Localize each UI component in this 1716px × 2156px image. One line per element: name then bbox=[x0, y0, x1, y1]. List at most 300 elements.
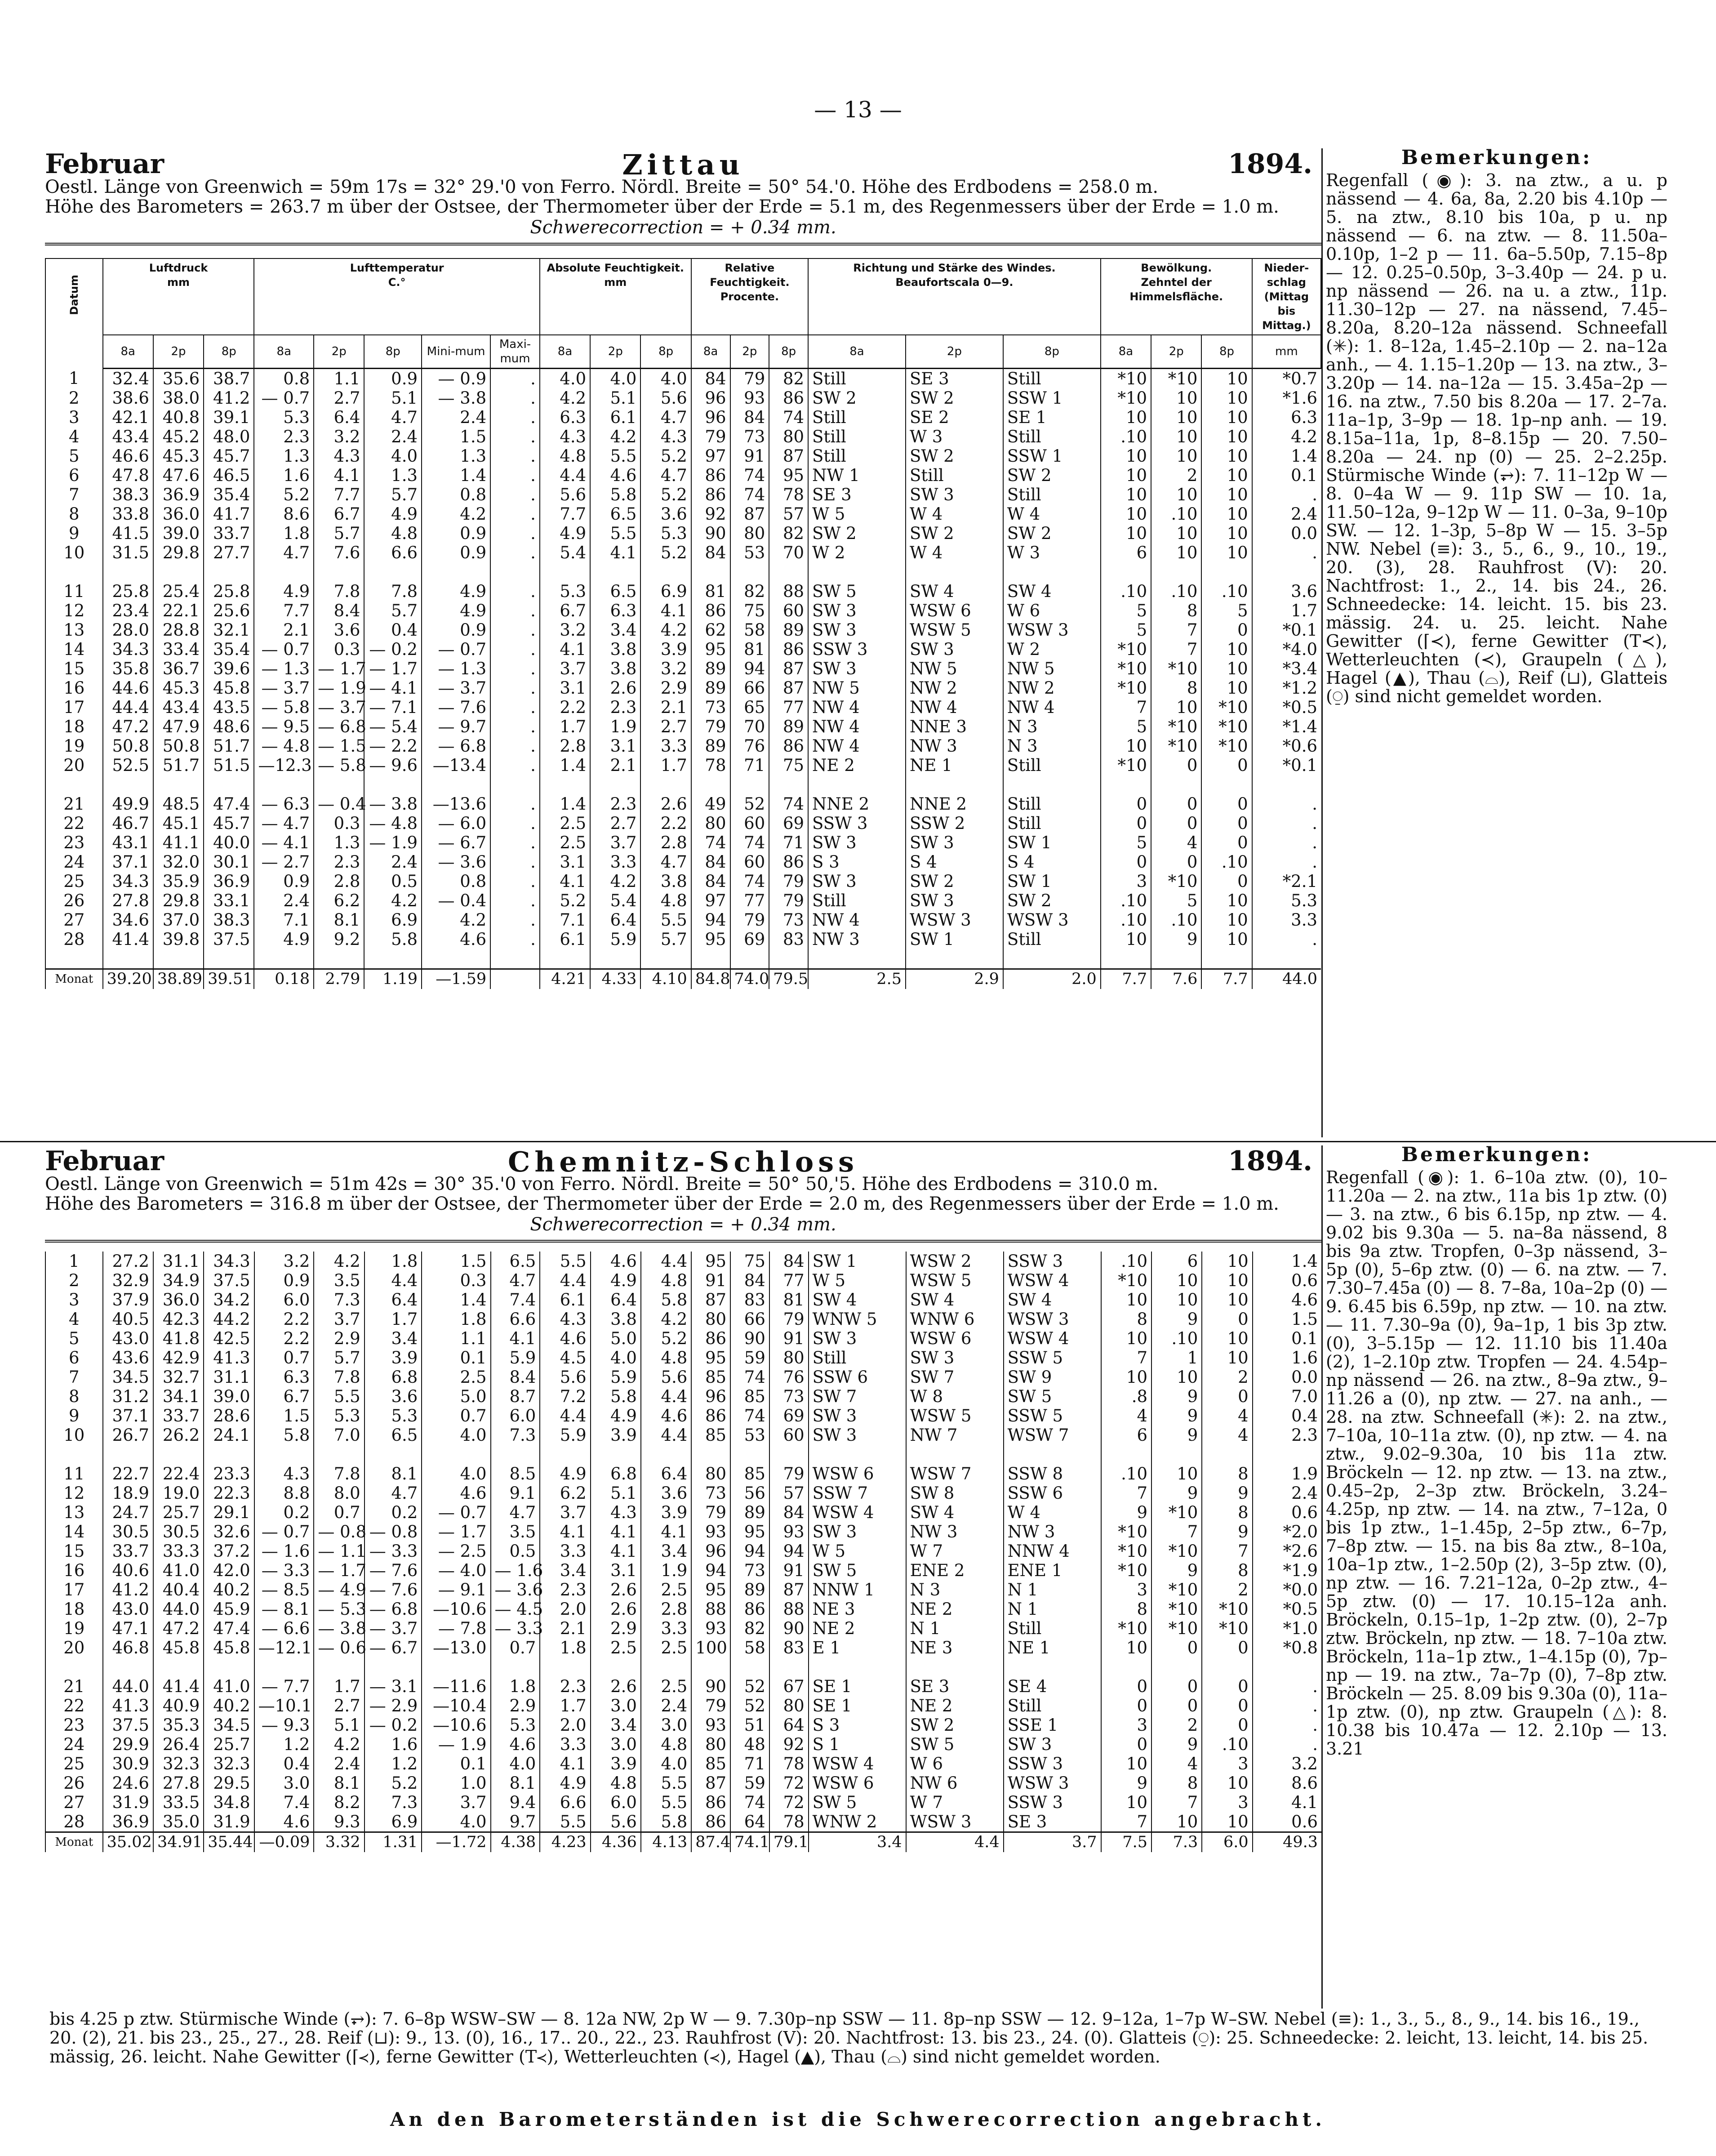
value-cell: 7.7 bbox=[540, 504, 590, 524]
value-cell: 4.0 bbox=[640, 369, 691, 389]
table-row bbox=[45, 1619, 1321, 1638]
value-cell: 3.5 bbox=[491, 1522, 540, 1541]
value-cell: . bbox=[490, 408, 540, 427]
value-cell: 2.6 bbox=[591, 1677, 641, 1696]
value-cell: 49 bbox=[691, 794, 730, 814]
value-cell: 4.7 bbox=[640, 852, 691, 872]
day-cell: 12 bbox=[45, 601, 103, 620]
table-row bbox=[45, 1329, 1321, 1348]
value-cell: 8.6 bbox=[254, 504, 314, 524]
value-cell: 47.6 bbox=[153, 466, 204, 485]
day-cell: 27 bbox=[45, 1793, 103, 1812]
value-cell: 2.5 bbox=[540, 833, 590, 852]
value-cell: *10 bbox=[1201, 736, 1252, 756]
value-cell: — 0.8 bbox=[365, 1522, 422, 1541]
value-cell: *4.0 bbox=[1252, 640, 1321, 659]
value-cell: 1.5 bbox=[254, 1406, 314, 1425]
baro-line: Höhe des Barometers = 263.7 m über der Ostsee, der Thermometer über der Erde = 5.1 m, des Regenmessers über der Erde = 1.0 m. bbox=[45, 196, 1279, 217]
value-cell: SE 1 bbox=[809, 1696, 906, 1715]
value-cell: 10 bbox=[1151, 1464, 1202, 1483]
value-cell: *10 bbox=[1101, 678, 1151, 698]
value-cell: 10 bbox=[1201, 640, 1252, 659]
value-cell: 2.4 bbox=[364, 427, 422, 446]
value-cell: 0.6 bbox=[1253, 1503, 1321, 1522]
double-rule bbox=[45, 243, 1321, 245]
table-row bbox=[45, 833, 1321, 852]
day-cell: 15 bbox=[45, 1541, 103, 1561]
value-cell: 9 bbox=[1151, 930, 1201, 949]
value-cell: NE 2 bbox=[809, 1619, 906, 1638]
value-cell: 79 bbox=[769, 1310, 809, 1329]
value-cell: . bbox=[490, 872, 540, 891]
value-cell: . bbox=[490, 543, 540, 562]
value-cell: Still bbox=[1003, 369, 1101, 389]
value-cell: 80 bbox=[769, 1348, 809, 1368]
value-cell: — 1.7 bbox=[422, 1522, 490, 1541]
value-cell: 4.9 bbox=[422, 601, 490, 620]
value-cell: 3.8 bbox=[640, 872, 691, 891]
value-cell: W 5 bbox=[809, 1271, 906, 1290]
value-cell: 3.2 bbox=[254, 1252, 314, 1271]
value-cell: 1.4 bbox=[422, 1290, 490, 1310]
value-cell: 27.7 bbox=[204, 543, 254, 562]
value-cell: 4 bbox=[1151, 833, 1201, 852]
value-cell: 4.4 bbox=[540, 1406, 590, 1425]
value-cell: — 9.1 bbox=[422, 1580, 490, 1599]
value-cell: 73 bbox=[730, 1561, 769, 1580]
month-mean-cell: 49.3 bbox=[1253, 1832, 1321, 1853]
value-cell: 41.4 bbox=[103, 930, 153, 949]
value-cell: 3 bbox=[1202, 1754, 1252, 1773]
value-cell: 3.4 bbox=[591, 1715, 641, 1735]
value-cell: 74 bbox=[730, 466, 769, 485]
value-cell: 4.7 bbox=[254, 543, 314, 562]
value-cell: WSW 6 bbox=[906, 1329, 1004, 1348]
month-mean-cell: 74.1 bbox=[730, 1832, 769, 1853]
value-cell: 3.4 bbox=[641, 1541, 691, 1561]
value-cell: SW 3 bbox=[809, 1406, 906, 1425]
day-cell: 6 bbox=[45, 466, 103, 485]
value-cell: 41.5 bbox=[103, 524, 153, 543]
value-cell: 49.9 bbox=[103, 794, 153, 814]
value-cell: 5.9 bbox=[491, 1348, 540, 1368]
value-cell: 94 bbox=[730, 659, 769, 678]
value-cell: .10 bbox=[1151, 910, 1201, 930]
month-mean-cell: 74.0 bbox=[730, 969, 769, 989]
value-cell: — 5.8 bbox=[254, 698, 314, 717]
value-cell: 2.9 bbox=[591, 1619, 641, 1638]
value-cell: 7 bbox=[1101, 1348, 1151, 1368]
table-row bbox=[45, 427, 1321, 446]
value-cell: 37.5 bbox=[204, 1271, 254, 1290]
value-cell: SW 3 bbox=[808, 833, 906, 852]
value-cell: 7.3 bbox=[314, 1290, 364, 1310]
value-cell: 4.3 bbox=[540, 427, 590, 446]
value-cell: 64 bbox=[730, 1812, 769, 1832]
value-cell: NE 1 bbox=[906, 756, 1003, 775]
value-cell: 77 bbox=[730, 891, 769, 910]
value-cell: 52 bbox=[730, 1696, 769, 1715]
value-cell: 6.9 bbox=[364, 910, 422, 930]
value-cell: 4.1 bbox=[314, 466, 364, 485]
value-cell: 62 bbox=[691, 620, 730, 640]
value-cell: — 4.8 bbox=[364, 814, 422, 833]
value-cell: . bbox=[490, 756, 540, 775]
value-cell: 2.5 bbox=[591, 1638, 641, 1657]
value-cell: 93 bbox=[769, 1522, 809, 1541]
value-cell: 34.2 bbox=[204, 1290, 254, 1310]
value-cell: 9 bbox=[1151, 1406, 1202, 1425]
value-cell: 10 bbox=[1101, 1793, 1151, 1812]
value-cell: 6.9 bbox=[365, 1812, 422, 1832]
value-cell: *0.5 bbox=[1252, 698, 1321, 717]
value-cell: 73 bbox=[769, 1387, 809, 1406]
value-cell: 3.4 bbox=[590, 620, 640, 640]
value-cell: 43.6 bbox=[103, 1348, 153, 1368]
value-cell: 60 bbox=[730, 852, 769, 872]
table-row bbox=[45, 1580, 1321, 1599]
value-cell: 0.9 bbox=[254, 872, 314, 891]
value-cell: 3.8 bbox=[590, 659, 640, 678]
value-cell: NE 1 bbox=[1004, 1638, 1101, 1657]
value-cell: 10 bbox=[1101, 1638, 1151, 1657]
value-cell: 79 bbox=[691, 1696, 730, 1715]
value-cell: 7 bbox=[1151, 620, 1201, 640]
day-cell: 16 bbox=[45, 678, 103, 698]
value-cell: *0.0 bbox=[1253, 1580, 1321, 1599]
value-cell: *2.1 bbox=[1252, 872, 1321, 891]
value-cell: . bbox=[490, 717, 540, 736]
value-cell: 4.0 bbox=[491, 1754, 540, 1773]
value-cell: — 2.7 bbox=[254, 852, 314, 872]
value-cell: 7 bbox=[1151, 640, 1201, 659]
value-cell: 6.6 bbox=[540, 1793, 590, 1812]
value-cell: 75 bbox=[769, 756, 808, 775]
day-cell: 9 bbox=[45, 524, 103, 543]
value-cell: 10 bbox=[1201, 408, 1252, 427]
value-cell: . bbox=[490, 601, 540, 620]
value-cell: SW 7 bbox=[809, 1387, 906, 1406]
value-cell: 45.3 bbox=[153, 446, 204, 466]
value-cell: 86 bbox=[691, 1406, 730, 1425]
value-cell: 10 bbox=[1201, 504, 1252, 524]
value-cell: 9.2 bbox=[314, 930, 364, 949]
value-cell: 79 bbox=[730, 369, 769, 389]
table-row bbox=[45, 1310, 1321, 1329]
value-cell: N 1 bbox=[1004, 1580, 1101, 1599]
value-cell: W 7 bbox=[906, 1541, 1004, 1561]
value-cell: 43.4 bbox=[153, 698, 204, 717]
month-mean-cell: 0.18 bbox=[254, 969, 314, 989]
value-cell: — 4.9 bbox=[314, 1580, 364, 1599]
value-cell: NW 4 bbox=[906, 698, 1003, 717]
value-cell: 4.0 bbox=[422, 1812, 490, 1832]
value-cell: 4.1 bbox=[540, 1522, 590, 1541]
value-cell: 64 bbox=[769, 1715, 809, 1735]
value-cell: 33.7 bbox=[204, 524, 254, 543]
day-cell: 8 bbox=[45, 504, 103, 524]
value-cell: 4.7 bbox=[640, 408, 691, 427]
value-cell: NW 2 bbox=[1003, 678, 1101, 698]
value-cell: Still bbox=[1004, 1696, 1101, 1715]
value-cell: . bbox=[490, 485, 540, 504]
value-cell: . bbox=[490, 524, 540, 543]
value-cell: 10 bbox=[1151, 408, 1201, 427]
value-cell: — 7.7 bbox=[254, 1677, 314, 1696]
value-cell: SW 3 bbox=[808, 872, 906, 891]
day-cell: 7 bbox=[45, 485, 103, 504]
value-cell: 30.9 bbox=[103, 1754, 153, 1773]
value-cell: 2.3 bbox=[540, 1580, 590, 1599]
value-cell: 2.9 bbox=[314, 1329, 364, 1348]
value-cell: 4.4 bbox=[540, 466, 590, 485]
value-cell: WSW 5 bbox=[906, 1271, 1004, 1290]
value-cell: WSW 3 bbox=[906, 910, 1003, 930]
sub-8p: 8p bbox=[769, 335, 808, 369]
value-cell: 7.8 bbox=[364, 582, 422, 601]
value-cell: SSW 2 bbox=[906, 814, 1003, 833]
value-cell: 33.8 bbox=[103, 504, 153, 524]
day-cell: 23 bbox=[45, 833, 103, 852]
remarks-chemnitz bbox=[1326, 1145, 1667, 1758]
value-cell: 7.1 bbox=[540, 910, 590, 930]
value-cell: 29.1 bbox=[204, 1503, 254, 1522]
value-cell: 7.1 bbox=[254, 910, 314, 930]
value-cell: 9 bbox=[1151, 1310, 1202, 1329]
remarks-title: Bemerkungen: bbox=[1401, 146, 1592, 169]
value-cell: 82 bbox=[730, 582, 769, 601]
value-cell: 3.6 bbox=[641, 1483, 691, 1503]
value-cell: Still bbox=[808, 891, 906, 910]
value-cell: — 3.8 bbox=[314, 1619, 364, 1638]
value-cell: WSW 5 bbox=[906, 620, 1003, 640]
value-cell: 51.7 bbox=[204, 736, 254, 756]
value-cell: 71 bbox=[730, 1754, 769, 1773]
value-cell: 10 bbox=[1151, 427, 1201, 446]
value-cell: 2.3 bbox=[314, 852, 364, 872]
value-cell: WSW 5 bbox=[906, 1406, 1004, 1425]
value-cell: 89 bbox=[730, 1580, 769, 1599]
value-cell: *10 bbox=[1101, 659, 1151, 678]
value-cell: 10 bbox=[1151, 1812, 1202, 1832]
value-cell: 89 bbox=[691, 659, 730, 678]
value-cell: 9 bbox=[1151, 1483, 1202, 1503]
value-cell: — 2.2 bbox=[364, 736, 422, 756]
value-cell: 4.9 bbox=[254, 930, 314, 949]
value-cell: *10 bbox=[1101, 369, 1151, 389]
chemnitz-table bbox=[45, 1252, 1321, 1852]
value-cell: 0 bbox=[1201, 872, 1252, 891]
value-cell: NW 6 bbox=[906, 1773, 1004, 1793]
row-gap bbox=[45, 1445, 1321, 1464]
value-cell: 79 bbox=[730, 910, 769, 930]
value-cell: 3.6 bbox=[640, 504, 691, 524]
value-cell: 5.7 bbox=[364, 485, 422, 504]
value-cell: Still bbox=[808, 446, 906, 466]
table-row bbox=[45, 369, 1321, 389]
table-row bbox=[45, 1503, 1321, 1522]
value-cell: 4.1 bbox=[641, 1522, 691, 1541]
value-cell: *10 bbox=[1151, 736, 1201, 756]
value-cell: 86 bbox=[691, 1329, 730, 1348]
value-cell: *10 bbox=[1101, 1619, 1151, 1638]
table-row bbox=[45, 1812, 1321, 1832]
value-cell: 37.2 bbox=[204, 1541, 254, 1561]
value-cell: 79 bbox=[691, 1503, 730, 1522]
value-cell: 36.0 bbox=[153, 1290, 204, 1310]
value-cell: 41.3 bbox=[204, 1348, 254, 1368]
value-cell: 3.3 bbox=[1252, 910, 1321, 930]
value-cell: 45.7 bbox=[204, 446, 254, 466]
value-cell: N 3 bbox=[1003, 717, 1101, 736]
value-cell: 0 bbox=[1201, 794, 1252, 814]
value-cell: 52 bbox=[730, 1677, 769, 1696]
value-cell: — 0.9 bbox=[422, 369, 490, 389]
value-cell: 96 bbox=[691, 1541, 730, 1561]
value-cell: WSW 6 bbox=[809, 1773, 906, 1793]
value-cell: 2.0 bbox=[540, 1715, 590, 1735]
value-cell: 27.8 bbox=[153, 1773, 204, 1793]
value-cell: SSW 3 bbox=[808, 814, 906, 833]
value-cell: *1.0 bbox=[1253, 1619, 1321, 1638]
value-cell: 38.3 bbox=[103, 485, 153, 504]
value-cell: 80 bbox=[691, 1464, 730, 1483]
value-cell: 4.4 bbox=[641, 1387, 691, 1406]
value-cell: 2.2 bbox=[254, 1329, 314, 1348]
value-cell: 47.1 bbox=[103, 1619, 153, 1638]
table-row bbox=[45, 1715, 1321, 1735]
value-cell: SSW 6 bbox=[1004, 1483, 1101, 1503]
value-cell: *0.6 bbox=[1252, 736, 1321, 756]
value-cell: 1.7 bbox=[314, 1677, 364, 1696]
value-cell: 10 bbox=[1201, 388, 1252, 408]
value-cell: . bbox=[490, 620, 540, 640]
value-cell: 83 bbox=[769, 1638, 809, 1657]
value-cell: NW 4 bbox=[808, 698, 906, 717]
value-cell: .10 bbox=[1101, 582, 1151, 601]
value-cell: 2 bbox=[1151, 466, 1201, 485]
value-cell: .10 bbox=[1101, 1464, 1151, 1483]
value-cell: 8 bbox=[1202, 1464, 1252, 1483]
value-cell: 74 bbox=[730, 833, 769, 852]
value-cell: .10 bbox=[1101, 1252, 1151, 1271]
value-cell: 44.2 bbox=[204, 1310, 254, 1329]
value-cell: SW 3 bbox=[809, 1425, 906, 1445]
value-cell: — 0.7 bbox=[422, 640, 490, 659]
value-cell: 1.5 bbox=[422, 1252, 490, 1271]
value-cell: SW 3 bbox=[906, 1348, 1004, 1368]
value-cell: SW 2 bbox=[906, 524, 1003, 543]
table-row bbox=[45, 446, 1321, 466]
value-cell: 0.6 bbox=[1253, 1271, 1321, 1290]
value-cell: 73 bbox=[691, 698, 730, 717]
value-cell: 86 bbox=[769, 388, 808, 408]
value-cell: — 8.5 bbox=[254, 1580, 314, 1599]
value-cell: NW 4 bbox=[808, 717, 906, 736]
value-cell: 95 bbox=[691, 640, 730, 659]
value-cell: *10 bbox=[1101, 1522, 1151, 1541]
value-cell: 90 bbox=[769, 1619, 809, 1638]
value-cell: 31.9 bbox=[204, 1812, 254, 1832]
value-cell: 4.2 bbox=[1252, 427, 1321, 446]
value-cell: Still bbox=[1003, 794, 1101, 814]
value-cell: . bbox=[490, 466, 540, 485]
value-cell: 96 bbox=[691, 388, 730, 408]
value-cell: .8 bbox=[1101, 1387, 1151, 1406]
value-cell: 4.1 bbox=[540, 872, 590, 891]
value-cell: 86 bbox=[691, 1793, 730, 1812]
month-mean-cell: 7.7 bbox=[1201, 969, 1252, 989]
value-cell: 5 bbox=[1151, 891, 1201, 910]
value-cell: 5.1 bbox=[364, 388, 422, 408]
value-cell: 5.3 bbox=[365, 1406, 422, 1425]
value-cell: 93 bbox=[691, 1522, 730, 1541]
value-cell: 5.2 bbox=[365, 1773, 422, 1793]
table-row bbox=[45, 1735, 1321, 1754]
value-cell: 72 bbox=[769, 1793, 809, 1812]
value-cell: *1.9 bbox=[1253, 1561, 1321, 1580]
value-cell: NNE 2 bbox=[906, 794, 1003, 814]
value-cell: 5.9 bbox=[540, 1425, 590, 1445]
value-cell: 95 bbox=[691, 1252, 730, 1271]
value-cell: 2.4 bbox=[364, 852, 422, 872]
value-cell: 3.7 bbox=[540, 1503, 590, 1522]
value-cell: —13.0 bbox=[422, 1638, 490, 1657]
value-cell: 60 bbox=[769, 1425, 809, 1445]
value-cell: 0.1 bbox=[422, 1348, 490, 1368]
value-cell: 35.9 bbox=[153, 872, 204, 891]
value-cell: 10 bbox=[1201, 930, 1252, 949]
value-cell: — 1.5 bbox=[314, 736, 364, 756]
table-row bbox=[45, 717, 1321, 736]
value-cell: SW 9 bbox=[1004, 1368, 1101, 1387]
value-cell: SE 3 bbox=[1004, 1812, 1101, 1832]
table-row bbox=[45, 1522, 1321, 1541]
value-cell: 34.1 bbox=[153, 1387, 204, 1406]
col-datum: Datum bbox=[45, 258, 103, 369]
station-month: Februar bbox=[45, 148, 164, 180]
value-cell: SSW 8 bbox=[1004, 1464, 1101, 1483]
value-cell: 2.3 bbox=[1253, 1425, 1321, 1445]
value-cell: 40.0 bbox=[204, 833, 254, 852]
value-cell: 4.9 bbox=[591, 1271, 641, 1290]
value-cell: WSW 6 bbox=[906, 601, 1003, 620]
day-cell: 10 bbox=[45, 543, 103, 562]
value-cell: SW 2 bbox=[1003, 466, 1101, 485]
month-mean-cell: 4.10 bbox=[640, 969, 691, 989]
value-cell: 2.3 bbox=[540, 1677, 590, 1696]
value-cell: SW 2 bbox=[906, 1715, 1004, 1735]
day-cell: 5 bbox=[45, 446, 103, 466]
value-cell: SW 3 bbox=[808, 620, 906, 640]
value-cell: 3.2 bbox=[314, 427, 364, 446]
value-cell: —10.4 bbox=[422, 1696, 490, 1715]
remarks-zittau bbox=[1326, 148, 1667, 706]
value-cell: 3.8 bbox=[591, 1310, 641, 1329]
value-cell: SE 4 bbox=[1004, 1677, 1101, 1696]
table-row bbox=[45, 1793, 1321, 1812]
value-cell: 1.4 bbox=[1252, 446, 1321, 466]
value-cell: 47.9 bbox=[153, 717, 204, 736]
sub-8p: 8p bbox=[1003, 335, 1101, 369]
value-cell: 10 bbox=[1151, 524, 1201, 543]
value-cell: 5.3 bbox=[314, 1406, 364, 1425]
section-divider bbox=[0, 1141, 1716, 1142]
value-cell: 1.9 bbox=[1253, 1464, 1321, 1483]
value-cell: WSW 6 bbox=[809, 1464, 906, 1483]
value-cell: 39.6 bbox=[204, 659, 254, 678]
day-cell: 26 bbox=[45, 1773, 103, 1793]
